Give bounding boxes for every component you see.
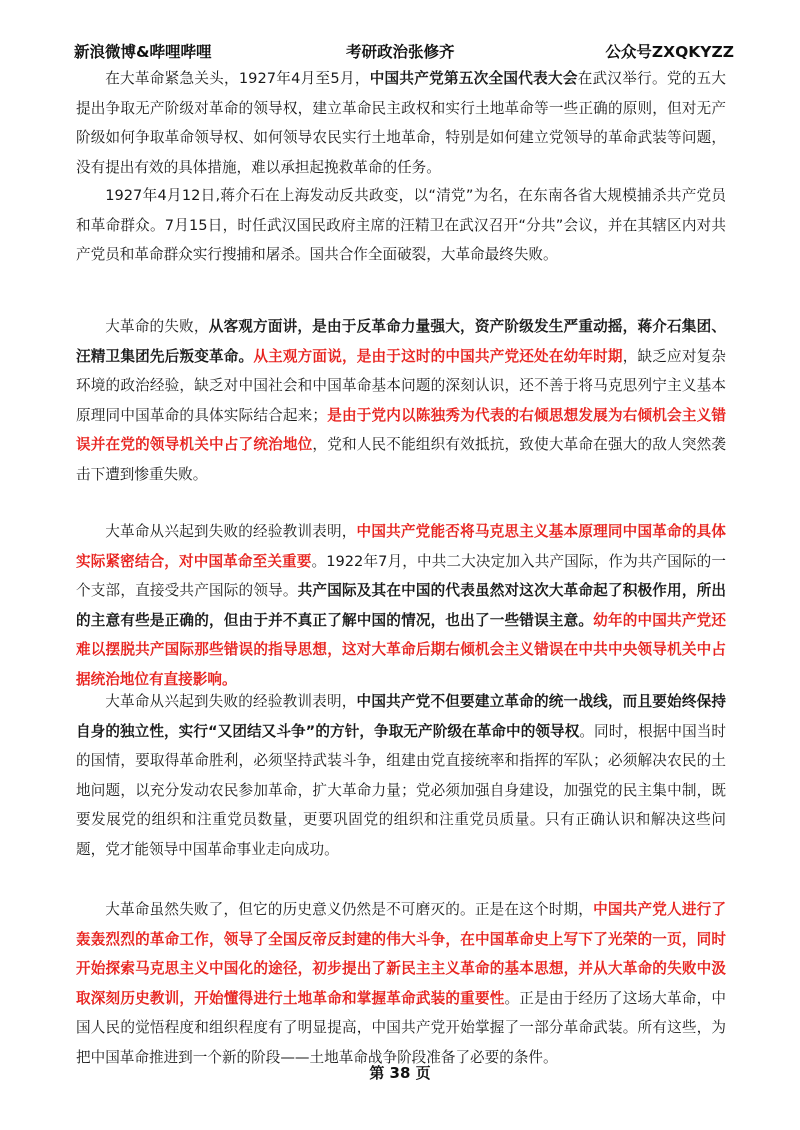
red-highlight-segment: 中国共产党能否将马克思主义基本原理同中国革命的具体实际紧密结合，对中国革命至关重要 [76, 523, 726, 570]
text-segment: ，党和人民不能组织有效抵抗，致使大革命在强大的敌人突然袭击下遭到惨重失败。 [76, 436, 726, 483]
paragraph-lessons-united-front [76, 687, 726, 864]
bold-segment: 共产国际及其在中国的代表虽然对这次大革命起了积极作用，所出的主意有些是正确的，但由于并不真正了解中国的情况，也出了一些错误主意。 [76, 582, 726, 629]
text-segment: 大革命从兴起到失败的经验教训表明， [105, 693, 357, 710]
text-segment: 在武汉举行。党的五大提出争取无产阶级对革命的领导权，建立革命民主政权和实行土地革命等一些正确的原则，但对无产阶级如何争取革命领导权、如何领导农民实行土地革命，特别是如何建立党领导的革命武装等问题，没有提出有效的具体措施，难以承担起挽救革命的任务。 [76, 70, 726, 176]
paragraph-revolution-failure [76, 181, 726, 270]
red-highlight-segment: 中国共产党人进行了轰轰烈烈的革命工作，领导了全国反帝反封建的伟大斗争，在中国革命史上写下了光荣的一页，同时开始探索马克思主义中国化的途径，初步提出了新民主主义革命的基本思想，并从大革命的失败中汲取深刻历史教训，开始懂得进行土地革命和掌握革命武装的重要性 [76, 901, 726, 1007]
text-segment: ，缺乏应对复杂环境的政治经验，缺乏对中国社会和中国革命基本问题的深刻认识，还不善于将马克思列宁主义基本原理同中国革命的具体实际结合起来； [76, 347, 726, 424]
text-segment: 大革命的失败， [105, 318, 209, 335]
red-highlight-segment: 幼年的中国共产党还难以摆脱共产国际那些错误的指导思想，这对大革命后期右倾机会主义错误在中共中央领导机关中占据统治地位有直接影响。 [76, 611, 726, 688]
paragraph-failure-causes [76, 312, 726, 489]
paragraph-historical-significance [76, 895, 726, 1072]
paragraph-lessons-comintern [76, 517, 726, 694]
page-number: 第 38 页 [369, 1064, 431, 1082]
bold-segment: 中国共产党第五次全国代表大会 [369, 70, 578, 87]
page-header [74, 40, 734, 64]
text-segment: 大革命从兴起到失败的经验教训表明， [105, 523, 357, 540]
bold-segment: 从客观方面讲，是由于反革命力量强大，资产阶级发生严重动摇，蒋介石集团、汪精卫集团先后叛变革命。 [76, 318, 726, 365]
text-segment: 1927年4月12日,蒋介石在上海发动反共政变，以“清党”为名，在东南各省大规模捕杀共产党员和革命群众。7月15日，时任武汉国民政府主席的汪精卫在武汉召开“分共”会议，并在其辖区内对共产党员和革命群众实行搜捕和屠杀。国共合作全面破裂，大革命最终失败。 [76, 187, 726, 263]
header-wechat-account: 公众号ZXQKYZZ [605, 43, 734, 61]
text-segment: 在大革命紧急关头，1927年4月至5月， [105, 70, 370, 87]
paragraph-fifth-congress [76, 64, 726, 182]
red-highlight-segment: 从主观方面说，是由于这时的中国共产党还处在幼年时期 [253, 347, 623, 365]
header-author: 考研政治张修齐 [346, 43, 455, 61]
bold-segment: 中国共产党不但要建立革命的统一战线，而且要始终保持自身的独立性，实行“又团结又斗争”的方针，争取无产阶级在革命中的领导权 [76, 693, 726, 740]
header-weibo-bilibili: 新浪微博&哔哩哔哩 [74, 43, 212, 61]
text-segment: 。1922年7月，中共二大决定加入共产国际，作为共产国际的一个支部，直接受共产国际的领导。 [76, 552, 726, 599]
red-highlight-segment: 是由于党内以陈独秀为代表的右倾思想发展为右倾机会主义错误并在党的领导机关中占了统治地位 [76, 406, 726, 453]
text-segment: 。同时，根据中国当时的国情，要取得革命胜利，必须坚持武装斗争，组建由党直接统率和指挥的军队；必须解决农民的土地问题，以充分发动农民参加革命，扩大革命力量；党必须加强自身建设，加强党的民主集中制，既要发展党的组织和注重党员数量，更要巩固党的组织和注重党员质量。只有正确认识和解决这些问题，党才能领导中国革命事业走向成功。 [76, 722, 726, 858]
text-segment: 。正是由于经历了这场大革命，中国人民的觉悟程度和组织程度有了明显提高，中国共产党开始掌握了一部分革命武装。所有这些，为把中国革命推进到一个新的阶段——土地革命战争阶段准备了必要的条件。 [76, 989, 726, 1066]
text-segment: 大革命虽然失败了，但它的历史意义仍然是不可磨灭的。正是在这个时期， [105, 901, 594, 918]
